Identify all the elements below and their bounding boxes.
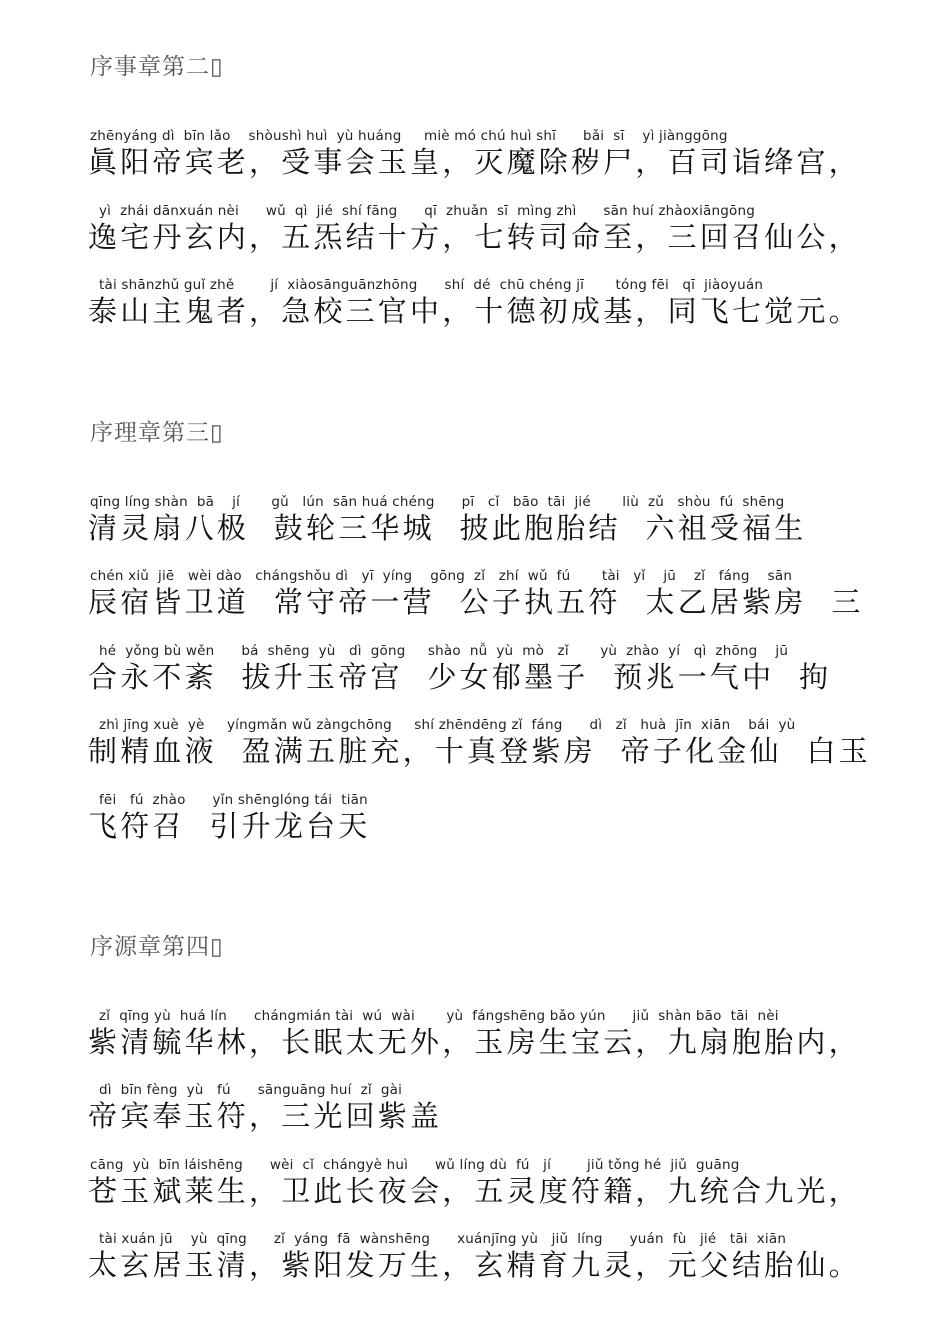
pinyin-text: tài xuán jū yù qīng zǐ yáng fā wànshēng xuánjīng yù jiǔ líng yuán fù jié tāi xiān <box>90 1231 787 1247</box>
hanzi-text: 苍玉斌莱生，卫此长夜会，五灵度符籍，九统合九光， <box>88 1174 861 1208</box>
section-title-3: 序理章第三▯ <box>90 420 224 446</box>
hanzi-text: 飞符召 引升龙台天 <box>88 809 371 843</box>
pinyin-text: cāng yù bīn láishēng wèi cǐ chángyè huì wǔ líng dù fú jí jiǔ tǒng hé jiǔ guāng <box>90 1157 740 1173</box>
hanzi-text: 逸宅丹玄内，五炁结十方，七转司命至，三回召仙公， <box>88 220 861 254</box>
verse-line <box>88 128 888 180</box>
hanzi-text: 清灵扇八极 鼓轮三华城 披此胞胎结 六祖受福生 <box>88 511 807 545</box>
pinyin-text: qīng líng shàn bā jí gǔ lún sān huá chéng pī cǐ bāo tāi jié liù zǔ shòu fú shēng <box>90 494 785 510</box>
verse-line <box>88 1157 888 1209</box>
hanzi-text: 眞阳帝宾老，受事会玉皇，灭魔除秽尸，百司诣绛宫， <box>88 145 861 179</box>
pinyin-text: zǐ qīng yù huá lín chángmián tài wú wài yù fángshēng bǎo yún jiǔ shàn bāo tāi nèi <box>90 1008 779 1024</box>
hanzi-text: 太玄居玉清，紫阳发万生，玄精育九灵，元父结胎仙。 <box>88 1248 861 1282</box>
hanzi-text: 制精血液 盈满五脏充，十真登紫房 帝子化金仙 白玉 <box>88 734 871 768</box>
pinyin-text: chén xiǔ jiē wèi dào chángshǒu dì yī yíng gōng zǐ zhí wǔ fú tài yǐ jū zǐ fáng sān <box>90 568 793 584</box>
pinyin-text: zhì jīng xuè yè yíngmǎn wǔ zàngchōng shí zhēndēng zǐ fáng dì zǐ huà jīn xiān bái yù <box>90 717 796 733</box>
pinyin-text: zhēnyáng dì bīn lǎo shòushì huì yù huáng miè mó chú huì shī bǎi sī yì jiànggōng <box>90 128 728 144</box>
verse-line <box>88 203 888 255</box>
pinyin-text: tài shānzhǔ guǐ zhě jí xiàosānguānzhōng shí dé chū chéng jī tóng fēi qī jiàoyuán <box>90 277 764 293</box>
verse-line <box>88 717 888 769</box>
verse-line <box>88 494 888 546</box>
pinyin-text: dì bīn fèng yù fú sānguāng huí zǐ gài <box>90 1082 403 1098</box>
section-title-2: 序事章第二▯ <box>90 54 224 80</box>
pinyin-text: fēi fú zhào yǐn shēnglóng tái tiān <box>90 792 368 808</box>
verse-line <box>88 1231 888 1283</box>
hanzi-text: 辰宿皆卫道 常守帝一营 公子执五符 太乙居紫房 三 <box>88 585 864 619</box>
section-title-4: 序源章第四▯ <box>90 934 224 960</box>
hanzi-text: 泰山主鬼者，急校三官中，十德初成基，同飞七觉元。 <box>88 294 861 328</box>
hanzi-text: 合永不紊 拔升玉帝宫 少女郁墨子 预兆一气中 拘 <box>88 660 832 694</box>
hanzi-text: 紫清毓华林，长眠太无外，玉房生宝云，九扇胞胎内， <box>88 1025 861 1059</box>
verse-line <box>88 792 888 844</box>
verse-line <box>88 643 888 695</box>
verse-line <box>88 277 888 329</box>
pinyin-text: yì zhái dānxuán nèi wǔ qì jié shí fāng qī zhuǎn sī mìng zhì sān huí zhàoxiāngōng <box>90 203 756 219</box>
verse-line <box>88 1082 888 1134</box>
verse-line <box>88 568 888 620</box>
verse-line <box>88 1008 888 1060</box>
hanzi-text: 帝宾奉玉符，三光回紫盖 <box>88 1099 443 1133</box>
pinyin-text: hé yǒng bù wěn bá shēng yù dì gōng shào nǚ yù mò zǐ yù zhào yí qì zhōng jū <box>90 643 789 659</box>
